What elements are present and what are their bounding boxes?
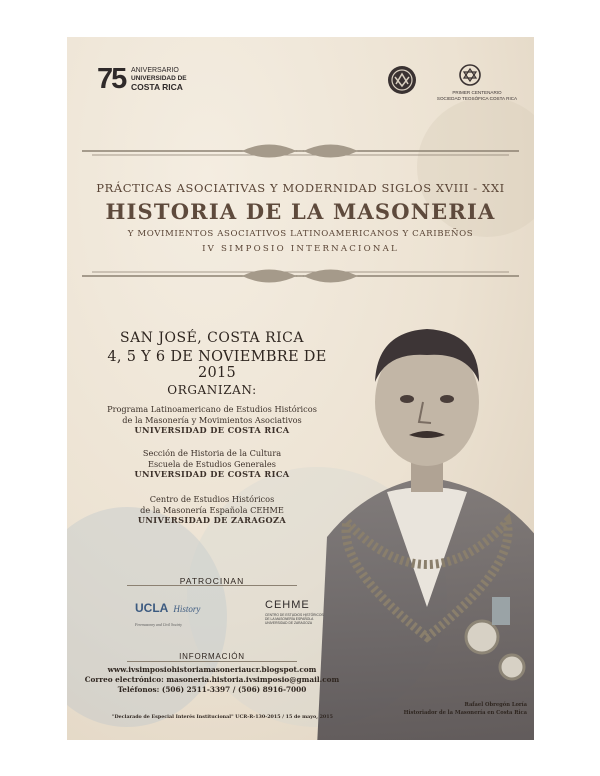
cehme-note: CENTRO DE ESTUDIOS HISTÓRICOS DE LA MASONERÍA ESPAÑOLA UNIVERSIDAD DE ZARAGOZA bbox=[265, 613, 324, 625]
ornament-divider bbox=[82, 264, 519, 288]
subtitle-top: PRÁCTICAS ASOCIATIVAS Y MODERNIDAD SIGLOS XVIII - XXI bbox=[96, 181, 505, 195]
organizer-line: Sección de Historia de la Cultura bbox=[142, 448, 282, 458]
cehme-logo bbox=[265, 599, 335, 629]
info-email[interactable]: Correo electrónico: masoneria.historia.ivsimposio@gmail.com bbox=[84, 675, 340, 684]
main-title: HISTORIA DE LA MASONERIA bbox=[105, 199, 496, 224]
poster bbox=[67, 37, 534, 740]
organizer-block bbox=[77, 404, 347, 436]
portrait-caption: Historiador de la Masonería en Costa Rica bbox=[403, 710, 527, 716]
organizers-heading: ORGANIZAN: bbox=[167, 383, 257, 397]
declaration-text: "Declarado de Especial Interés Institucional" UCR-R-130-2015 / 15 de mayo, 2015 bbox=[112, 714, 333, 720]
info-heading: INFORMACIÓN bbox=[179, 652, 245, 661]
ucla-history-wordmark: History bbox=[173, 604, 201, 614]
logo-line-1: ANIVERSARIO bbox=[131, 67, 179, 74]
masonic-emblem-icon bbox=[387, 65, 417, 95]
symposium-label: IV SIMPOSIO INTERNACIONAL bbox=[202, 244, 399, 254]
logo-line-2: UNIVERSIDAD DE bbox=[131, 75, 187, 82]
organizer-line: Escuela de Estudios Generales bbox=[148, 458, 276, 469]
ucla-note: Freemasonry and Civil Society bbox=[135, 623, 182, 627]
ucla-history-logo bbox=[135, 597, 215, 627]
organizer-block bbox=[77, 448, 347, 480]
organizer-university: UNIVERSIDAD DE COSTA RICA bbox=[134, 425, 290, 435]
organizer-block bbox=[77, 494, 347, 526]
subtitle-bottom: Y MOVIMIENTOS ASOCIATIVOS LATINOAMERICANOS Y CARIBEÑOS bbox=[127, 229, 474, 239]
ucla-wordmark: UCLA bbox=[135, 601, 169, 615]
organizer-university: UNIVERSIDAD DE COSTA RICA bbox=[134, 469, 290, 479]
logo-line-3: COSTA RICA bbox=[131, 82, 183, 92]
info-phones: Teléfonos: (506) 2511-3397 / (506) 8916-7000 bbox=[117, 685, 307, 694]
ornament-divider bbox=[82, 139, 519, 163]
cehme-wordmark: CEHME bbox=[265, 599, 310, 611]
centenary-line-2: SOCIEDAD TEOSÓFICA COSTA RICA bbox=[436, 96, 518, 101]
centenary-line-1: PRIMER CENTENARIO bbox=[452, 90, 502, 95]
info-rule bbox=[127, 661, 297, 662]
organizer-line: de la Masonería Española CEHME bbox=[140, 504, 284, 515]
organizer-line: Centro de Estudios Históricos bbox=[149, 494, 275, 504]
organizer-line: de la Masonería y Movimientos Asociativos bbox=[122, 414, 302, 425]
event-dates: 4, 5 Y 6 DE NOVIEMBRE DE 2015 bbox=[107, 349, 327, 381]
info-web-link[interactable]: www.ivsimposiohistoriamasoneriaucr.blogspot.com bbox=[107, 665, 317, 674]
portrait-name: Rafael Obregón Loría bbox=[464, 702, 527, 708]
ucr-75-logo bbox=[97, 63, 187, 97]
organizer-university: UNIVERSIDAD DE ZARAGOZA bbox=[137, 515, 287, 525]
sponsors-heading: PATROCINAN bbox=[179, 576, 245, 586]
organizer-line: Programa Latinoamericano de Estudios Históricos bbox=[107, 404, 317, 414]
logo-number: 75 bbox=[97, 63, 126, 95]
event-place: SAN JOSÉ, COSTA RICA bbox=[119, 330, 304, 346]
theosophical-emblem-icon bbox=[459, 64, 481, 86]
